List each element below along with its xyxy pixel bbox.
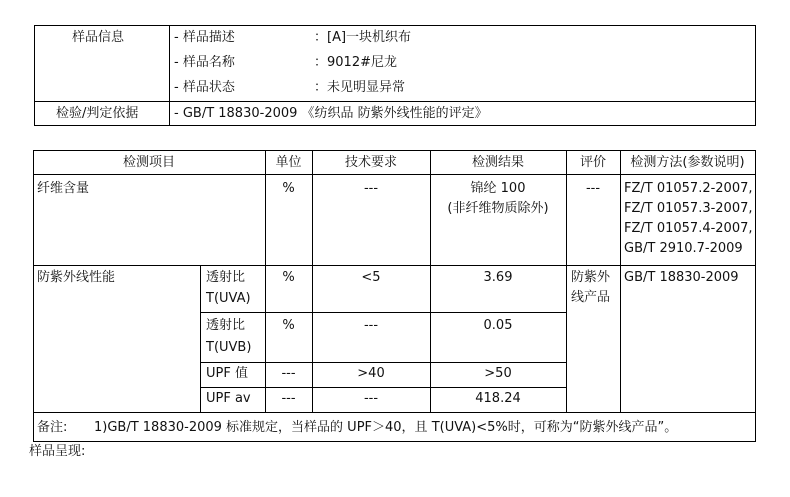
- upfav-result: 418.24: [475, 391, 521, 406]
- upf-unit: ---: [281, 366, 296, 381]
- sample-name-value: ：9012#尼龙: [314, 55, 397, 70]
- uvb-row-divider: [200, 362, 566, 363]
- uv-evaluation-line1: 防紫外: [571, 270, 611, 285]
- fiber-unit: %: [282, 181, 295, 196]
- sample-info-label: 样品信息: [72, 30, 125, 45]
- uv-method: GB/T 18830-2009: [624, 270, 739, 285]
- uva-sub-line2: T(UVA): [206, 291, 251, 306]
- header-unit: 单位: [275, 155, 302, 170]
- uv-sub-divider: [200, 265, 201, 413]
- note-text: 1)GB/T 18830-2009 标准规定，当样品的 UPF＞40，且 T(UVA)<5%时，可称为“防紫外线产品”。: [94, 420, 678, 435]
- results-border-left: [33, 150, 34, 442]
- header-evaluation: 评价: [579, 155, 606, 170]
- uvb-sub-line2: T(UVB): [206, 340, 252, 355]
- uvb-result: 0.05: [483, 318, 513, 333]
- sample-state-value: ：未见明显异常: [314, 80, 406, 95]
- upf-result: >50: [484, 366, 512, 381]
- info-border-top: [34, 25, 756, 26]
- upf-requirement: >40: [357, 366, 385, 381]
- upfav-sub: UPF av: [206, 391, 251, 406]
- fiber-method-2: FZ/T 01057.3-2007,: [624, 201, 753, 216]
- fiber-method-4: GB/T 2910.7-2009: [624, 241, 743, 256]
- upfav-unit: ---: [281, 391, 296, 406]
- sample-display-label: 样品呈现:: [29, 444, 86, 459]
- fiber-method-3: FZ/T 01057.4-2007,: [624, 221, 753, 236]
- fiber-method-1: FZ/T 01057.2-2007,: [624, 181, 753, 196]
- header-divider: [33, 174, 756, 175]
- fiber-evaluation: ---: [585, 181, 601, 196]
- uva-result: 3.69: [483, 270, 513, 285]
- basis-label: 检验/判定依据: [56, 106, 139, 121]
- uvb-requirement: ---: [363, 318, 379, 333]
- upf-row-divider: [200, 387, 566, 388]
- results-border-right: [755, 150, 756, 442]
- uva-unit: %: [282, 270, 295, 285]
- uvb-sub-line1: 透射比: [206, 318, 246, 333]
- header-item: 检测项目: [122, 155, 175, 170]
- info-col-divider: [169, 25, 170, 126]
- info-border-right: [755, 25, 756, 126]
- header-method: 检测方法(参数说明): [630, 155, 745, 170]
- uv-item: 防紫外线性能: [37, 270, 116, 285]
- uv-row-bottom: [33, 412, 756, 413]
- note-label: 备注:: [37, 420, 68, 435]
- uva-sub-line1: 透射比: [206, 270, 246, 285]
- uvb-unit: %: [282, 318, 295, 333]
- fiber-result-line2: (非纤维物质除外): [447, 201, 549, 216]
- results-border-top: [33, 150, 756, 151]
- sample-name-field: - 样品名称: [174, 55, 235, 70]
- uv-evaluation-line2: 线产品: [571, 290, 611, 305]
- uva-requirement: <5: [361, 270, 381, 285]
- sample-desc-value: ：[A]一块机织布: [314, 30, 412, 45]
- info-border-left: [34, 25, 35, 126]
- results-border-bottom: [33, 441, 756, 442]
- upfav-requirement: ---: [363, 391, 379, 406]
- fiber-requirement: ---: [363, 181, 379, 196]
- basis-value: - GB/T 18830-2009 《纺织品 防紫外线性能的评定》: [174, 106, 488, 121]
- fiber-item: 纤维含量: [37, 181, 90, 196]
- col-divider-method: [620, 150, 621, 413]
- fiber-result-line1: 锦纶 100: [470, 181, 526, 196]
- sample-state-field: - 样品状态: [174, 80, 235, 95]
- fiber-row-divider: [33, 265, 756, 266]
- sample-desc-field: - 样品描述: [174, 30, 235, 45]
- uva-row-divider: [200, 312, 566, 313]
- upf-sub: UPF 值: [206, 366, 248, 381]
- info-border-bottom: [34, 125, 756, 126]
- info-row-divider: [34, 101, 756, 102]
- header-requirement: 技术要求: [344, 155, 397, 170]
- header-result: 检测结果: [471, 155, 524, 170]
